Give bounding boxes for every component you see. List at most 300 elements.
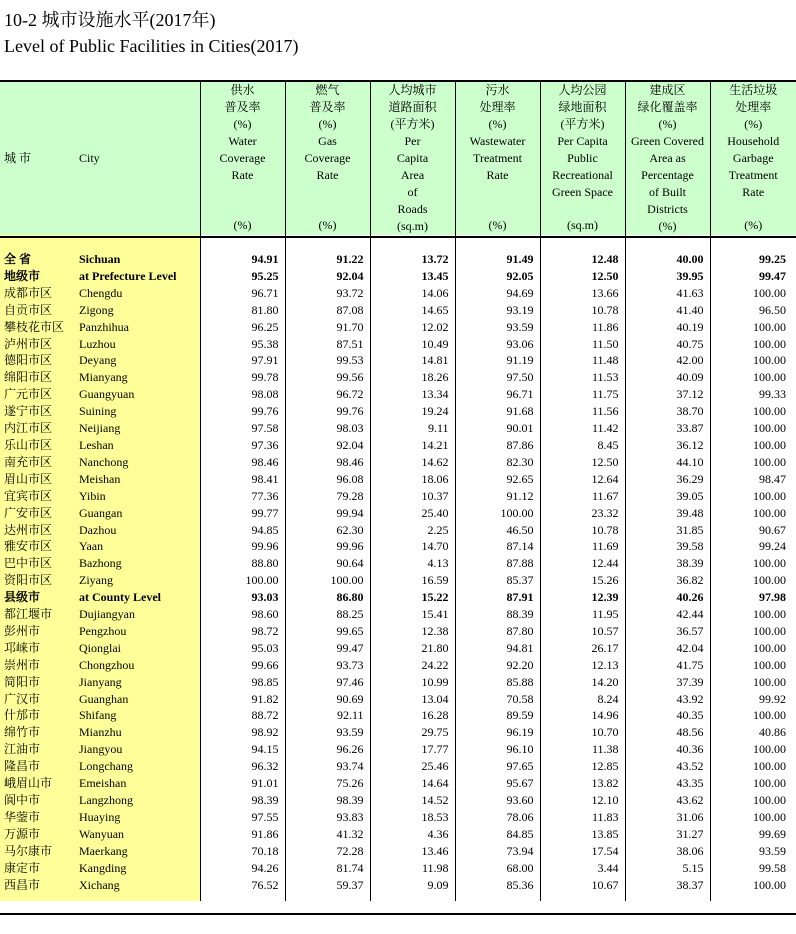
row-name-zh: 攀枝花市区 [4, 319, 65, 334]
row-name-cell [0, 792, 200, 809]
row-name-zh: 南充市区 [4, 454, 53, 469]
table-row [0, 606, 796, 623]
value-cell: 98.46 [200, 454, 285, 471]
column-header-line: (平方米) [560, 117, 605, 131]
value-cell: 39.05 [625, 488, 710, 505]
column-header-line: (%) [488, 117, 507, 131]
column-unit: (sq.m) [397, 219, 428, 233]
row-name-zh: 峨眉山市 [4, 776, 53, 791]
row-name-cell [0, 674, 200, 691]
value-cell: 99.25 [710, 251, 796, 268]
row-name-en: Dujiangyan [79, 607, 135, 622]
facilities-table [0, 80, 796, 901]
column-unit: (sq.m) [567, 218, 598, 232]
value-cell: 96.71 [200, 285, 285, 302]
value-cell: 94.26 [200, 860, 285, 877]
value-cell: 90.64 [285, 555, 370, 572]
header-row [0, 80, 796, 235]
row-name-en: Langzhong [79, 793, 133, 807]
row-name-zh: 广安市区 [4, 505, 53, 520]
value-cell: 40.19 [625, 319, 710, 336]
value-cell: 36.82 [625, 572, 710, 589]
column-header-line: 燃气 [315, 83, 340, 97]
value-cell: 42.44 [625, 606, 710, 623]
row-name-cell [0, 809, 200, 826]
table-row [0, 758, 796, 775]
value-cell: 11.42 [540, 420, 625, 437]
value-cell: 31.06 [625, 809, 710, 826]
row-name-cell [0, 505, 200, 522]
value-cell: 97.36 [200, 437, 285, 454]
value-cell: 98.46 [285, 454, 370, 471]
row-name-cell [0, 522, 200, 539]
row-name-cell [0, 724, 200, 741]
value-cell: 79.28 [285, 488, 370, 505]
value-cell: 17.54 [540, 843, 625, 860]
table-row [0, 657, 796, 674]
value-cell: 39.95 [625, 268, 710, 285]
value-cell: 93.06 [455, 336, 540, 353]
value-cell: 4.36 [370, 826, 455, 843]
value-cell: 87.80 [455, 623, 540, 640]
value-cell: 76.52 [200, 877, 285, 901]
city-header [0, 80, 200, 235]
column-header-line: 建成区 [649, 83, 686, 97]
table-row [0, 707, 796, 724]
value-cell: 98.39 [285, 792, 370, 809]
value-cell: 14.52 [370, 792, 455, 809]
value-cell: 92.20 [455, 657, 540, 674]
column-header-line: Wastewater [469, 134, 526, 148]
value-cell: 15.22 [370, 589, 455, 606]
value-cell: 98.41 [200, 471, 285, 488]
value-cell: 43.62 [625, 792, 710, 809]
value-cell: 96.71 [455, 386, 540, 403]
value-cell: 77.36 [200, 488, 285, 505]
column-header-line: 绿地面积 [558, 100, 607, 114]
row-name-zh: 华蓥市 [4, 809, 41, 824]
value-cell: 100.00 [710, 674, 796, 691]
value-cell: 88.80 [200, 555, 285, 572]
row-name-zh: 巴中市区 [4, 556, 53, 571]
column-header [455, 80, 540, 235]
value-cell: 36.57 [625, 623, 710, 640]
row-name-en: Yaan [79, 539, 104, 554]
row-name-en: Maerkang [79, 843, 128, 858]
value-cell: 99.58 [710, 860, 796, 877]
row-name-cell [0, 860, 200, 877]
value-cell: 18.06 [370, 471, 455, 488]
row-name-en: Guangyuan [79, 387, 135, 402]
value-cell: 78.06 [455, 809, 540, 826]
value-cell: 99.94 [285, 505, 370, 522]
value-cell: 94.81 [455, 640, 540, 657]
row-name-en: Jiangyou [79, 742, 123, 757]
row-name-cell [0, 826, 200, 843]
row-name-cell [0, 606, 200, 623]
row-name-cell [0, 555, 200, 572]
value-cell: 38.70 [625, 403, 710, 420]
row-name-zh: 雅安市区 [4, 539, 53, 554]
value-cell: 88.72 [200, 707, 285, 724]
value-cell: 21.80 [370, 640, 455, 657]
value-cell: 13.04 [370, 691, 455, 708]
value-cell: 13.45 [370, 268, 455, 285]
row-name-cell [0, 386, 200, 403]
value-cell: 100.00 [710, 488, 796, 505]
value-cell: 100.00 [710, 403, 796, 420]
value-cell: 90.69 [285, 691, 370, 708]
value-cell: 94.91 [200, 251, 285, 268]
column-header-line: Rate [486, 168, 509, 182]
column-header-line: 处理率 [479, 100, 516, 114]
value-cell: 43.92 [625, 691, 710, 708]
row-name-en: Shifang [79, 708, 117, 723]
value-cell: 98.39 [200, 792, 285, 809]
value-cell: 81.80 [200, 302, 285, 319]
column-header-line: (平方米) [390, 117, 435, 131]
table-row [0, 488, 796, 505]
value-cell: 25.40 [370, 505, 455, 522]
column-header [200, 80, 285, 235]
row-name-cell [0, 437, 200, 454]
value-cell: 16.59 [370, 572, 455, 589]
column-header-line: 人均公园 [558, 83, 607, 97]
row-name-cell [0, 623, 200, 640]
city-header-en: City [79, 151, 100, 165]
value-cell: 93.59 [285, 724, 370, 741]
value-cell: 100.00 [710, 758, 796, 775]
column-header-line: (%) [658, 117, 677, 131]
column-header-line: Percentage [641, 168, 694, 182]
value-cell: 100.00 [710, 454, 796, 471]
value-cell: 14.20 [540, 674, 625, 691]
row-name-zh: 广元市区 [4, 387, 53, 402]
value-cell: 85.36 [455, 877, 540, 901]
row-name-en: Suining [79, 404, 117, 419]
value-cell: 99.33 [710, 386, 796, 403]
value-cell: 87.51 [285, 336, 370, 353]
row-name-en: Kangding [79, 860, 127, 875]
value-cell: 12.02 [370, 319, 455, 336]
column-header-line: 道路面积 [388, 100, 437, 114]
row-name-zh: 内江市区 [4, 421, 53, 436]
row-name-cell [0, 420, 200, 437]
value-cell: 100.00 [710, 352, 796, 369]
value-cell: 36.29 [625, 471, 710, 488]
value-cell: 88.39 [455, 606, 540, 623]
table-row [0, 843, 796, 860]
value-cell: 12.39 [540, 589, 625, 606]
column-header-line: 供水 [230, 83, 255, 97]
value-cell: 40.00 [625, 251, 710, 268]
value-cell: 94.15 [200, 741, 285, 758]
table-row [0, 251, 796, 268]
value-cell: 97.65 [455, 758, 540, 775]
value-cell: 100.00 [710, 437, 796, 454]
value-cell: 40.36 [625, 741, 710, 758]
column-header-line: Districts [647, 202, 688, 216]
row-name-cell [0, 403, 200, 420]
value-cell: 38.37 [625, 877, 710, 901]
row-name-zh: 县级市 [4, 590, 41, 605]
row-name-en: Meishan [79, 471, 121, 486]
value-cell: 8.24 [540, 691, 625, 708]
value-cell: 100.00 [710, 809, 796, 826]
value-cell: 93.19 [455, 302, 540, 319]
row-name-zh: 崇州市 [4, 657, 41, 672]
row-name-cell [0, 454, 200, 471]
row-name-cell [0, 877, 200, 901]
row-name-cell [0, 741, 200, 758]
column-unit: (%) [658, 219, 677, 233]
value-cell: 87.86 [455, 437, 540, 454]
row-name-cell [0, 657, 200, 674]
table-row [0, 877, 796, 901]
value-cell: 97.46 [285, 674, 370, 691]
row-name-zh: 资阳市区 [4, 573, 53, 588]
value-cell: 96.72 [285, 386, 370, 403]
row-name-zh: 康定市 [4, 860, 41, 875]
column-unit: (%) [744, 218, 763, 232]
row-name-en: Emeishan [79, 776, 127, 791]
value-cell: 2.25 [370, 522, 455, 539]
value-cell: 5.15 [625, 860, 710, 877]
row-name-en: Guanghan [79, 691, 129, 706]
column-header [710, 80, 796, 235]
value-cell: 14.70 [370, 538, 455, 555]
value-cell: 95.25 [200, 268, 285, 285]
value-cell: 40.35 [625, 707, 710, 724]
value-cell: 10.57 [540, 623, 625, 640]
table-row [0, 589, 796, 606]
value-cell: 11.86 [540, 319, 625, 336]
column-header [285, 80, 370, 235]
table-row [0, 454, 796, 471]
row-name-cell [0, 775, 200, 792]
value-cell: 100.00 [710, 420, 796, 437]
value-cell: 72.28 [285, 843, 370, 860]
column-header-line: Coverage [304, 151, 351, 165]
column-header-line: Recreational [552, 168, 613, 182]
value-cell: 98.60 [200, 606, 285, 623]
row-name-cell [0, 336, 200, 353]
value-cell: 13.66 [540, 285, 625, 302]
value-cell: 92.04 [285, 437, 370, 454]
column-unit: (%) [318, 218, 337, 232]
value-cell: 100.00 [455, 505, 540, 522]
value-cell: 87.14 [455, 538, 540, 555]
value-cell: 92.05 [455, 268, 540, 285]
value-cell: 13.34 [370, 386, 455, 403]
row-name-cell [0, 302, 200, 319]
column-header-line: Garbage [732, 151, 774, 165]
value-cell: 13.82 [540, 775, 625, 792]
table-row [0, 386, 796, 403]
value-cell: 93.83 [285, 809, 370, 826]
row-name-en: at Prefecture Level [79, 268, 177, 283]
row-name-en: Pengzhou [79, 623, 127, 638]
value-cell: 40.86 [710, 724, 796, 741]
row-name-en: Deyang [79, 353, 117, 368]
header-rule [0, 236, 796, 238]
table-body [0, 235, 796, 901]
table-row [0, 302, 796, 319]
value-cell: 99.53 [285, 352, 370, 369]
column-header [625, 80, 710, 235]
row-name-zh: 西昌市 [4, 877, 41, 892]
value-cell: 100.00 [710, 572, 796, 589]
value-cell: 26.17 [540, 640, 625, 657]
value-cell: 31.27 [625, 826, 710, 843]
row-name-en: Chongzhou [79, 657, 135, 672]
value-cell: 59.37 [285, 877, 370, 901]
column-header-line: Green Covered [631, 134, 704, 148]
table-row [0, 826, 796, 843]
table-row [0, 724, 796, 741]
value-cell: 100.00 [710, 775, 796, 792]
row-name-en: Bazhong [79, 556, 122, 571]
table-row [0, 860, 796, 877]
value-cell: 70.18 [200, 843, 285, 860]
value-cell: 99.96 [285, 538, 370, 555]
value-cell: 85.37 [455, 572, 540, 589]
value-cell: 24.22 [370, 657, 455, 674]
column-header-line: of [407, 185, 418, 199]
value-cell: 14.64 [370, 775, 455, 792]
value-cell: 11.50 [540, 336, 625, 353]
row-name-en: Huaying [79, 809, 121, 824]
table-row [0, 809, 796, 826]
value-cell: 81.74 [285, 860, 370, 877]
value-cell: 100.00 [710, 336, 796, 353]
value-cell: 96.10 [455, 741, 540, 758]
value-cell: 39.48 [625, 505, 710, 522]
value-cell: 38.06 [625, 843, 710, 860]
value-cell: 11.38 [540, 741, 625, 758]
column-header-line: Area [400, 168, 425, 182]
row-name-en: Leshan [79, 437, 114, 452]
value-cell: 41.40 [625, 302, 710, 319]
value-cell: 13.46 [370, 843, 455, 860]
value-cell: 89.59 [455, 707, 540, 724]
row-name-en: Zigong [79, 302, 114, 317]
column-header-line: 污水 [485, 83, 510, 97]
value-cell: 18.53 [370, 809, 455, 826]
row-name-cell [0, 758, 200, 775]
value-cell: 12.13 [540, 657, 625, 674]
value-cell: 91.49 [455, 251, 540, 268]
row-name-zh: 自贡市区 [4, 302, 53, 317]
column-header [540, 80, 625, 235]
value-cell: 46.50 [455, 522, 540, 539]
value-cell: 90.01 [455, 420, 540, 437]
value-cell: 99.47 [710, 268, 796, 285]
value-cell: 41.63 [625, 285, 710, 302]
table-row [0, 471, 796, 488]
value-cell: 95.03 [200, 640, 285, 657]
value-cell: 8.45 [540, 437, 625, 454]
column-header-line: Coverage [219, 151, 266, 165]
row-name-zh: 简阳市 [4, 674, 41, 689]
value-cell: 90.67 [710, 522, 796, 539]
value-cell: 91.68 [455, 403, 540, 420]
value-cell: 99.24 [710, 538, 796, 555]
row-name-zh: 泸州市区 [4, 336, 53, 351]
column-header-line: Rate [316, 168, 339, 182]
row-name-en: Mianyang [79, 370, 128, 385]
value-cell: 10.70 [540, 724, 625, 741]
value-cell: 99.66 [200, 657, 285, 674]
value-cell: 12.50 [540, 454, 625, 471]
value-cell: 10.99 [370, 674, 455, 691]
row-name-zh: 全 省 [4, 252, 32, 266]
value-cell: 94.85 [200, 522, 285, 539]
value-cell: 100.00 [710, 707, 796, 724]
value-cell: 11.95 [540, 606, 625, 623]
column-unit: (%) [488, 218, 507, 232]
column-header-line: Rate [231, 168, 254, 182]
value-cell: 96.50 [710, 302, 796, 319]
value-cell: 99.77 [200, 505, 285, 522]
row-name-zh: 达州市区 [4, 522, 53, 537]
value-cell: 40.26 [625, 589, 710, 606]
table-row [0, 775, 796, 792]
value-cell: 14.21 [370, 437, 455, 454]
value-cell: 84.85 [455, 826, 540, 843]
value-cell: 13.85 [540, 826, 625, 843]
row-name-en: at County Level [79, 590, 161, 605]
value-cell: 4.13 [370, 555, 455, 572]
column-header-line: Gas [318, 134, 337, 148]
column-header-line: 绿化覆盖率 [637, 100, 698, 114]
column-header-line: Public [567, 151, 598, 165]
row-name-cell [0, 707, 200, 724]
value-cell: 91.01 [200, 775, 285, 792]
row-name-cell [0, 589, 200, 606]
value-cell: 12.85 [540, 758, 625, 775]
row-name-en: Chengdu [79, 285, 123, 300]
value-cell: 11.69 [540, 538, 625, 555]
value-cell: 93.73 [285, 657, 370, 674]
row-name-zh: 什邡市 [4, 708, 41, 723]
value-cell: 98.85 [200, 674, 285, 691]
table-row [0, 268, 796, 285]
value-cell: 95.67 [455, 775, 540, 792]
row-name-cell [0, 471, 200, 488]
value-cell: 14.06 [370, 285, 455, 302]
value-cell: 96.26 [285, 741, 370, 758]
value-cell: 39.58 [625, 538, 710, 555]
value-cell: 19.24 [370, 403, 455, 420]
value-cell: 87.91 [455, 589, 540, 606]
column-header-line: (%) [318, 117, 337, 131]
table-row [0, 369, 796, 386]
value-cell: 92.65 [455, 471, 540, 488]
column-header-line: Green Space [552, 185, 613, 199]
value-cell: 11.75 [540, 386, 625, 403]
value-cell: 12.50 [540, 268, 625, 285]
value-cell: 88.25 [285, 606, 370, 623]
table-row [0, 352, 796, 369]
row-name-en: Panzhihua [79, 319, 129, 334]
value-cell: 11.56 [540, 403, 625, 420]
value-cell: 95.38 [200, 336, 285, 353]
column-header-line: 生活垃圾 [729, 83, 778, 97]
table-row [0, 691, 796, 708]
column-header-line: Rate [742, 185, 765, 199]
value-cell: 29.75 [370, 724, 455, 741]
